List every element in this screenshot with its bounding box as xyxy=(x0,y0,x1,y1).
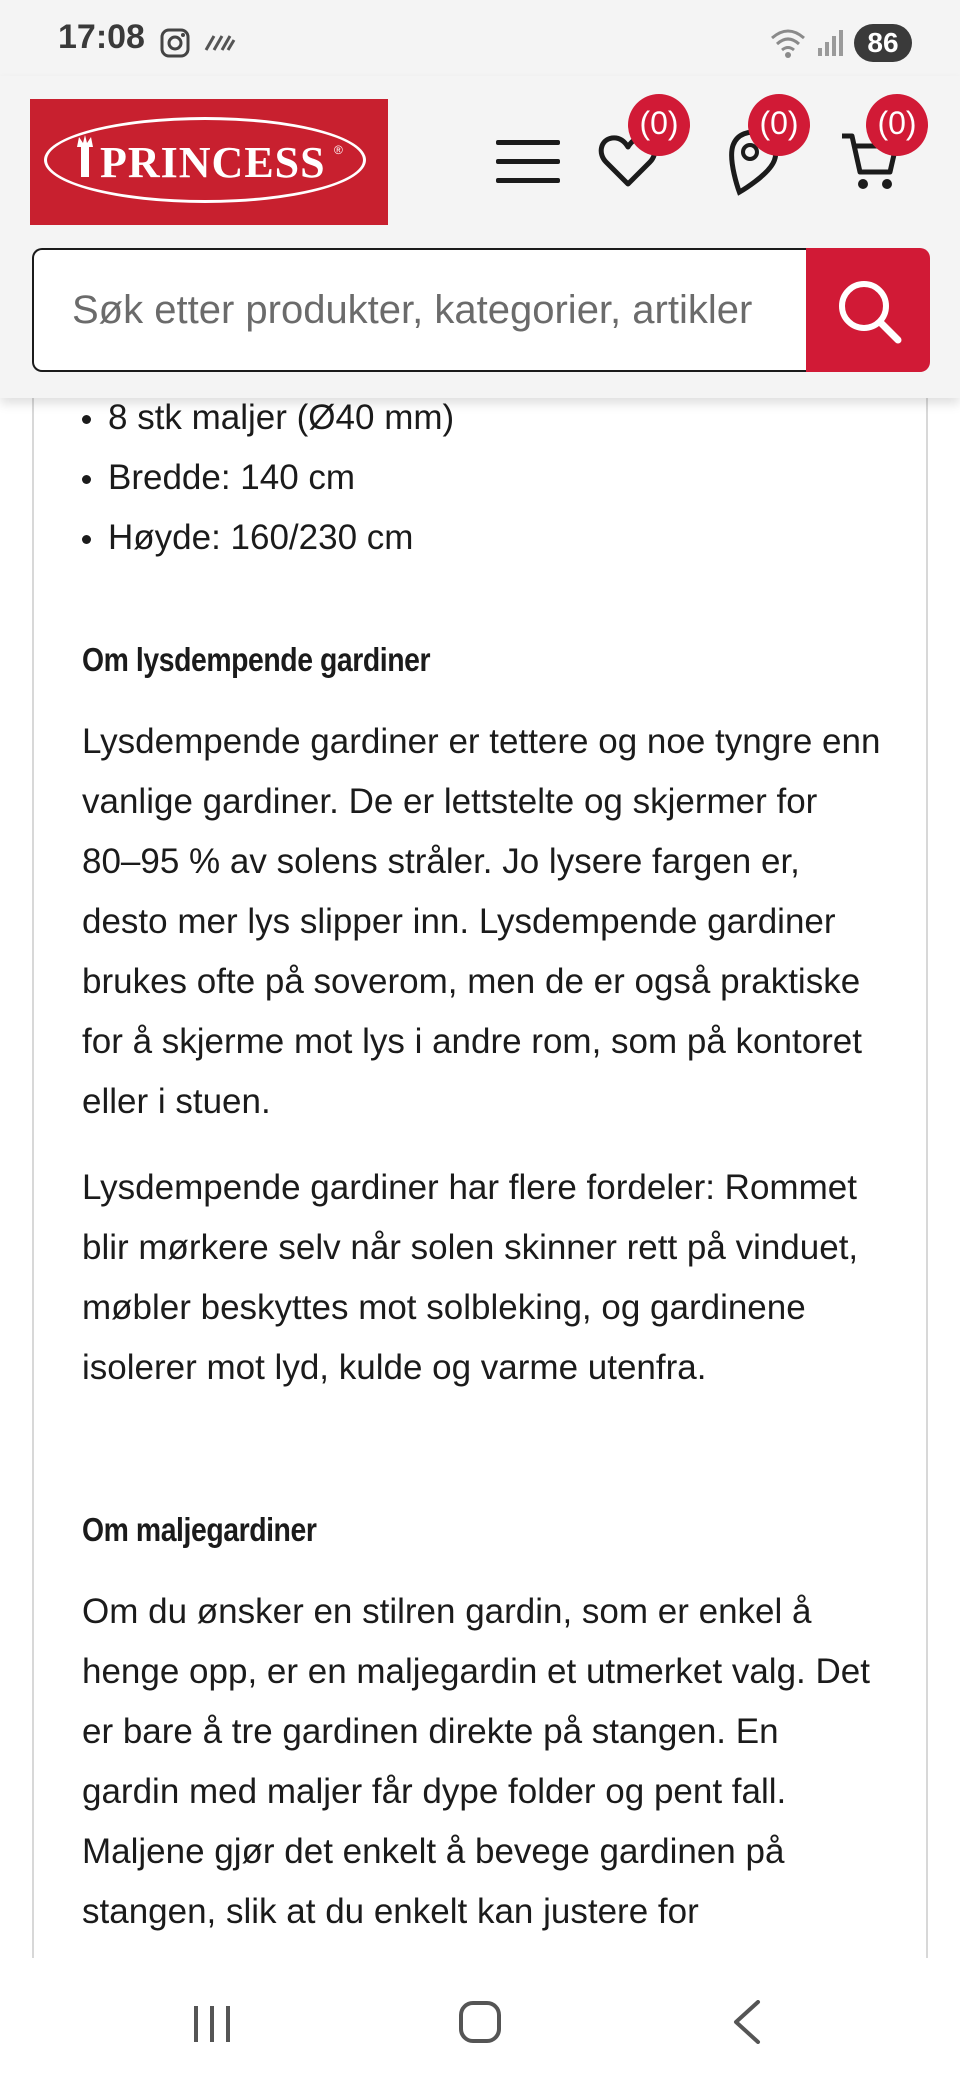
paragraph: Lysdempende gardiner er tettere og noe tyngre enn vanlige gardiner. De er lettstelte og skjermer for 80–95 % av solens stråler. Jo lysere fargen er, desto mer lys slipper inn. Lysdempende gardiner brukes ofte på soverom, men de er også praktiske for å skjerme mot lys i andre rom, som på kontoret eller i stuen. xyxy=(82,722,881,1121)
crown-icon xyxy=(74,133,96,181)
android-navigation-bar xyxy=(0,1958,960,2080)
back-icon[interactable] xyxy=(732,2000,762,2044)
battery-indicator: 86 xyxy=(854,24,912,62)
logo-text: PRINCESS xyxy=(100,138,326,187)
spec-item: Bredde: 140 cm xyxy=(82,448,882,508)
logo-registered-mark: ® xyxy=(334,143,343,157)
cart-count-badge: (0) xyxy=(866,94,928,156)
product-description xyxy=(82,388,882,1942)
princess-logo[interactable] xyxy=(30,99,388,225)
section-heading-light-dimming: Om lysdempende gardiner xyxy=(82,641,431,678)
spec-item: 8 stk maljer (Ø40 mm) xyxy=(82,388,882,448)
spec-list xyxy=(82,388,882,568)
paragraph: Lysdempende gardiner har flere fordeler: Rommet blir mørkere selv når solen skinner rett på vinduet, møbler beskyttes mot solbleking, og gardinene isolerer mot lyd, kulde og varme utenfra. xyxy=(82,1168,859,1387)
paragraph: Om du ønsker en stilren gardin, som er enkel å henge opp, er en maljegardin et utmerket valg. Det er bare å tre gardinen direkte på stangen. En gardin med maljer får dype folder og pent fall. Maljene gjør det enkelt å bevege gardinen på stangen, slik at du enkelt kan justere for xyxy=(82,1592,870,1931)
wifi-icon xyxy=(768,26,808,60)
status-time: 17:08 xyxy=(58,18,145,56)
instagram-icon xyxy=(160,28,190,58)
search-button[interactable] xyxy=(806,248,930,372)
home-icon[interactable] xyxy=(458,2000,502,2044)
hamburger-menu-icon[interactable] xyxy=(496,134,564,190)
signal-stripes-icon xyxy=(204,32,236,52)
favorites-count-badge: (0) xyxy=(628,94,690,156)
search-input[interactable] xyxy=(32,248,806,372)
spec-item: Høyde: 160/230 cm xyxy=(82,508,882,568)
section-heading-grommet-curtains: Om maljegardiner xyxy=(82,1511,317,1548)
recent-apps-icon[interactable] xyxy=(192,2004,232,2044)
stores-count-badge: (0) xyxy=(748,94,810,156)
site-header xyxy=(0,76,960,398)
cellular-signal-icon xyxy=(816,26,846,58)
search-icon xyxy=(834,276,904,346)
search-bar xyxy=(32,248,930,372)
status-bar xyxy=(0,0,960,76)
